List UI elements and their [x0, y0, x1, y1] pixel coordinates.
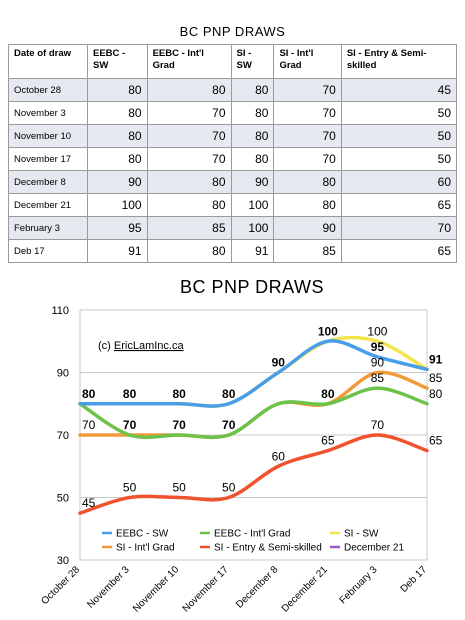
x-tick-label: November 17 — [180, 564, 231, 615]
value-cell: 90 — [274, 217, 341, 240]
data-label: 100 — [367, 324, 388, 339]
date-cell: February 3 — [9, 217, 88, 240]
header-eebc-intl-grad: EEBC - Int'l Grad — [147, 45, 231, 79]
data-label: 50 — [172, 480, 186, 495]
value-cell: 90 — [231, 171, 274, 194]
value-cell: 100 — [231, 194, 274, 217]
value-cell: 70 — [147, 102, 231, 125]
chart-title: BC PNP DRAWS — [179, 277, 325, 297]
data-label: 70 — [222, 418, 236, 432]
legend-label: EEBC - SW — [116, 528, 169, 540]
data-label: 70 — [370, 418, 385, 432]
copyright-annotation: (c) EricLamInc.ca — [98, 340, 184, 352]
value-cell: 80 — [88, 125, 148, 148]
value-cell: 70 — [341, 217, 456, 240]
y-tick-label: 90 — [56, 367, 69, 380]
data-label: 70 — [122, 418, 137, 432]
value-cell: 60 — [341, 171, 456, 194]
header-si-sw: SI - SW — [231, 45, 274, 79]
value-cell: 80 — [147, 79, 231, 102]
data-label: 80 — [429, 386, 443, 401]
value-cell: 90 — [88, 171, 148, 194]
value-cell: 80 — [88, 148, 148, 171]
value-cell: 50 — [341, 102, 456, 125]
value-cell: 91 — [231, 240, 274, 263]
legend-label: EEBC - Int'l Grad — [214, 528, 291, 540]
value-cell: 50 — [341, 125, 456, 148]
x-tick-label: December 21 — [279, 564, 330, 615]
data-label: 95 — [370, 339, 385, 354]
x-tick-label: Deb 17 — [398, 564, 430, 595]
data-label: 85 — [429, 371, 443, 386]
x-tick-label: October 28 — [39, 564, 83, 608]
data-label: 65 — [321, 433, 335, 448]
value-cell: 80 — [231, 125, 274, 148]
header-si-entry: SI - Entry & Semi-skilled — [341, 45, 456, 79]
value-cell: 95 — [88, 217, 148, 240]
y-tick-label: 50 — [56, 492, 69, 505]
value-cell: 80 — [231, 79, 274, 102]
value-cell: 65 — [341, 240, 456, 263]
value-cell: 80 — [274, 171, 341, 194]
series-line-si-entry-semi-skilled — [80, 435, 427, 513]
x-tick-label: November 10 — [131, 564, 182, 615]
data-label: 45 — [82, 496, 96, 511]
table-title: BC PNP DRAWS — [179, 24, 286, 39]
data-label: 80 — [82, 386, 96, 401]
value-cell: 85 — [274, 240, 341, 263]
header-si-intl-grad: SI - Int'l Grad — [274, 45, 341, 79]
legend-label: SI - Entry & Semi-skilled — [214, 542, 322, 554]
value-cell: 70 — [147, 125, 231, 148]
value-cell: 70 — [274, 79, 341, 102]
value-cell: 80 — [231, 148, 274, 171]
header-eebc-sw: EEBC - SW — [88, 45, 148, 79]
header-date: Date of draw — [9, 45, 88, 79]
data-label: 80 — [321, 386, 335, 401]
value-cell: 80 — [147, 171, 231, 194]
data-label: 50 — [122, 480, 137, 495]
data-label: 80 — [222, 386, 236, 401]
y-tick-label: 30 — [56, 555, 69, 567]
data-label: 90 — [370, 355, 385, 370]
value-cell: 100 — [231, 217, 274, 240]
data-label: 85 — [370, 371, 385, 386]
date-cell: December 8 — [9, 171, 88, 194]
date-cell: November 10 — [9, 125, 88, 148]
value-cell: 91 — [88, 240, 148, 263]
value-cell: 80 — [231, 102, 274, 125]
legend-label: SI - Int'l Grad — [116, 542, 175, 554]
value-cell: 45 — [341, 79, 456, 102]
data-label: 65 — [429, 433, 443, 448]
data-label: 70 — [172, 418, 186, 432]
value-cell: 80 — [274, 194, 341, 217]
y-tick-label: 70 — [56, 430, 69, 442]
date-cell: November 3 — [9, 102, 88, 125]
legend-label: December 21 — [344, 542, 405, 554]
value-cell: 70 — [274, 102, 341, 125]
data-label: 80 — [122, 386, 137, 401]
value-cell: 70 — [274, 125, 341, 148]
value-cell: 80 — [147, 240, 231, 263]
value-cell: 85 — [147, 217, 231, 240]
data-label: 100 — [317, 324, 338, 339]
value-cell: 70 — [147, 148, 231, 171]
x-tick-label: February 3 — [337, 564, 380, 607]
value-cell: 80 — [147, 194, 231, 217]
value-cell: 50 — [341, 148, 456, 171]
data-label: 70 — [82, 418, 96, 432]
value-cell: 70 — [274, 148, 341, 171]
value-cell: 80 — [88, 79, 148, 102]
value-cell: 100 — [88, 194, 148, 217]
date-cell: November 17 — [9, 148, 88, 171]
data-label: 60 — [271, 449, 285, 464]
legend-label: SI - SW — [344, 528, 379, 540]
data-label: 91 — [429, 352, 443, 367]
date-cell: Deb 17 — [9, 240, 88, 263]
value-cell: 65 — [341, 194, 456, 217]
date-cell: December 21 — [9, 194, 88, 217]
x-tick-label: December 8 — [234, 564, 281, 611]
value-cell: 80 — [88, 102, 148, 125]
x-tick-label: November 3 — [85, 564, 132, 611]
y-tick-label: 110 — [51, 305, 69, 317]
data-label: 90 — [271, 355, 285, 370]
data-label: 80 — [172, 386, 186, 401]
data-label: 50 — [222, 480, 236, 495]
date-cell: October 28 — [9, 79, 88, 102]
